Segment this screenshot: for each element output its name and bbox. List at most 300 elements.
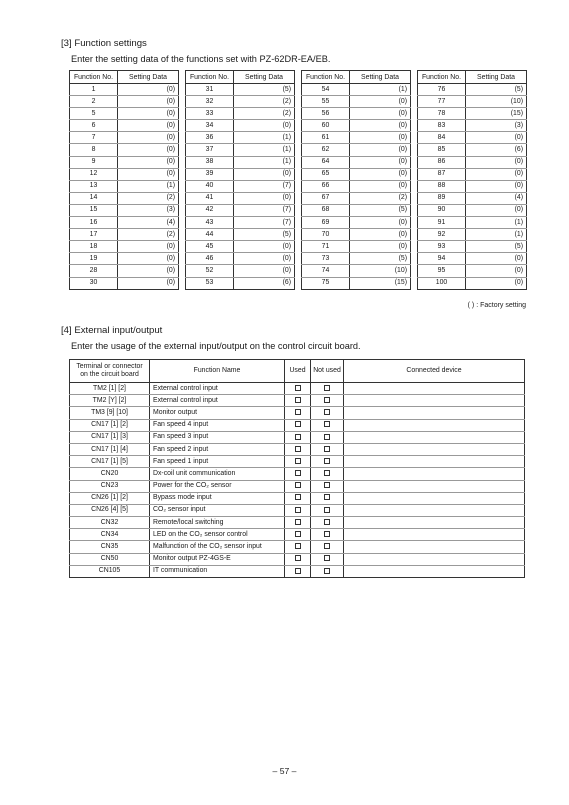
table-row — [70, 96, 179, 108]
table-row — [70, 492, 525, 504]
table-row — [186, 204, 295, 216]
not-used-checkbox[interactable] — [324, 446, 330, 452]
table-row — [302, 192, 411, 204]
setting-data[interactable]: (4) — [118, 217, 179, 229]
setting-data[interactable]: (5) — [234, 84, 295, 96]
setting-data[interactable]: (0) — [118, 144, 179, 156]
function-no: 12 — [70, 168, 118, 180]
function-name: External control input — [150, 395, 285, 407]
connected-device-field[interactable] — [344, 541, 525, 553]
function-no: 78 — [418, 108, 466, 120]
terminal-connector: CN50 — [70, 553, 150, 565]
setting-data[interactable]: (6) — [466, 144, 527, 156]
used-checkbox[interactable] — [295, 446, 301, 452]
table-row — [186, 229, 295, 241]
not-used-checkbox-cell — [311, 565, 344, 577]
function-no: 85 — [418, 144, 466, 156]
function-no: 40 — [186, 180, 234, 192]
not-used-checkbox-cell — [311, 504, 344, 516]
header-connected-device: Connected device — [344, 360, 525, 383]
table-row — [418, 180, 527, 192]
header-setting-data: Setting Data — [350, 71, 411, 84]
function-name: Fan speed 3 input — [150, 431, 285, 443]
connected-device-field[interactable] — [344, 443, 525, 455]
function-no: 95 — [418, 265, 466, 277]
function-no: 67 — [302, 192, 350, 204]
used-checkbox-cell — [285, 504, 311, 516]
function-no: 86 — [418, 156, 466, 168]
used-checkbox[interactable] — [295, 434, 301, 440]
function-no: 55 — [302, 96, 350, 108]
setting-data[interactable]: (0) — [118, 253, 179, 265]
setting-data[interactable]: (10) — [350, 265, 411, 277]
terminal-connector: TM2 [Y] [2] — [70, 395, 150, 407]
table-row — [70, 108, 179, 120]
not-used-checkbox[interactable] — [324, 507, 330, 513]
function-name: LED on the CO₂ sensor control — [150, 529, 285, 541]
table-row — [418, 108, 527, 120]
function-name: Remote/local switching — [150, 517, 285, 529]
setting-data[interactable]: (7) — [234, 217, 295, 229]
page-number: – 57 – — [272, 766, 297, 776]
setting-data[interactable]: (0) — [350, 229, 411, 241]
function-no: 83 — [418, 120, 466, 132]
table-row — [70, 443, 525, 455]
table-row — [70, 395, 525, 407]
used-checkbox-cell — [285, 443, 311, 455]
setting-data[interactable]: (0) — [350, 120, 411, 132]
connected-device-field[interactable] — [344, 468, 525, 480]
table-row — [418, 241, 527, 253]
setting-data[interactable]: (0) — [466, 180, 527, 192]
setting-data[interactable]: (0) — [466, 253, 527, 265]
function-name: Fan speed 1 input — [150, 456, 285, 468]
function-no: 18 — [70, 241, 118, 253]
used-checkbox[interactable] — [295, 470, 301, 476]
setting-data[interactable]: (0) — [466, 204, 527, 216]
used-checkbox[interactable] — [295, 421, 301, 427]
function-table-2 — [185, 70, 295, 290]
used-checkbox-cell — [285, 565, 311, 577]
used-checkbox[interactable] — [295, 543, 301, 549]
function-no: 41 — [186, 192, 234, 204]
setting-data[interactable]: (0) — [350, 241, 411, 253]
used-checkbox-cell — [285, 492, 311, 504]
setting-data[interactable]: (0) — [234, 265, 295, 277]
used-checkbox[interactable] — [295, 519, 301, 525]
table-row — [70, 120, 179, 132]
setting-data[interactable]: (0) — [350, 96, 411, 108]
table-row — [70, 517, 525, 529]
setting-data[interactable]: (2) — [118, 229, 179, 241]
table-row — [70, 229, 179, 241]
connected-device-field[interactable] — [344, 456, 525, 468]
function-no: 44 — [186, 229, 234, 241]
function-name: Dx-coil unit communication — [150, 468, 285, 480]
header-terminal — [70, 360, 150, 383]
terminal-connector: CN105 — [70, 565, 150, 577]
setting-data[interactable]: (0) — [118, 108, 179, 120]
connected-device-field[interactable] — [344, 431, 525, 443]
setting-data[interactable]: (15) — [350, 277, 411, 289]
header-function-no: Function No. — [186, 71, 234, 84]
used-checkbox-cell — [285, 431, 311, 443]
used-checkbox-cell — [285, 383, 311, 395]
function-no: 62 — [302, 144, 350, 156]
table-row — [70, 529, 525, 541]
terminal-connector: CN34 — [70, 529, 150, 541]
table-row — [70, 156, 179, 168]
function-name: CO₂ sensor input — [150, 504, 285, 516]
header-function-name: Function Name — [150, 360, 285, 383]
terminal-connector: CN17 [1] [3] — [70, 431, 150, 443]
connected-device-field[interactable] — [344, 529, 525, 541]
setting-data[interactable]: (0) — [234, 253, 295, 265]
not-used-checkbox-cell — [311, 431, 344, 443]
function-name: IT communication — [150, 565, 285, 577]
table-row — [302, 168, 411, 180]
setting-data[interactable]: (5) — [350, 204, 411, 216]
not-used-checkbox[interactable] — [324, 409, 330, 415]
terminal-connector: CN17 [1] [5] — [70, 456, 150, 468]
setting-data[interactable]: (3) — [466, 120, 527, 132]
table-row — [70, 241, 179, 253]
connected-device-field[interactable] — [344, 492, 525, 504]
setting-data[interactable]: (1) — [466, 217, 527, 229]
function-no: 68 — [302, 204, 350, 216]
used-checkbox[interactable] — [295, 397, 301, 403]
not-used-checkbox[interactable] — [324, 531, 330, 537]
function-no: 43 — [186, 217, 234, 229]
not-used-checkbox-cell — [311, 407, 344, 419]
section3-heading: [3] Function settings — [61, 38, 147, 49]
setting-data[interactable]: (10) — [466, 96, 527, 108]
not-used-checkbox[interactable] — [324, 519, 330, 525]
function-no: 75 — [302, 277, 350, 289]
function-name: Fan speed 4 input — [150, 419, 285, 431]
table-row — [186, 168, 295, 180]
setting-data[interactable]: (4) — [466, 192, 527, 204]
not-used-checkbox-cell — [311, 517, 344, 529]
function-name: Monitor output — [150, 407, 285, 419]
table-row — [302, 120, 411, 132]
table-row — [302, 156, 411, 168]
function-no: 64 — [302, 156, 350, 168]
setting-data[interactable]: (5) — [466, 241, 527, 253]
setting-data[interactable]: (2) — [234, 108, 295, 120]
setting-data[interactable]: (0) — [350, 156, 411, 168]
table-row — [186, 180, 295, 192]
used-checkbox[interactable] — [295, 531, 301, 537]
table-row — [70, 180, 179, 192]
connected-device-field[interactable] — [344, 565, 525, 577]
table-row — [302, 108, 411, 120]
table-row — [418, 277, 527, 289]
table-row — [70, 265, 179, 277]
table-row — [70, 277, 179, 289]
setting-data[interactable]: (0) — [118, 241, 179, 253]
function-no: 8 — [70, 144, 118, 156]
function-table-header — [186, 71, 295, 84]
used-checkbox-cell — [285, 480, 311, 492]
function-no: 2 — [70, 96, 118, 108]
function-no: 87 — [418, 168, 466, 180]
setting-data[interactable]: (15) — [466, 108, 527, 120]
terminal-connector: CN23 — [70, 480, 150, 492]
table-row — [186, 144, 295, 156]
function-no: 38 — [186, 156, 234, 168]
connected-device-field[interactable] — [344, 517, 525, 529]
table-row — [70, 468, 525, 480]
function-no: 46 — [186, 253, 234, 265]
header-function-no: Function No. — [302, 71, 350, 84]
setting-data[interactable]: (0) — [466, 277, 527, 289]
used-checkbox-cell — [285, 456, 311, 468]
used-checkbox[interactable] — [295, 494, 301, 500]
table-row — [70, 565, 525, 577]
not-used-checkbox[interactable] — [324, 568, 330, 574]
external-io-header — [70, 360, 525, 383]
function-no: 15 — [70, 204, 118, 216]
setting-data[interactable]: (0) — [466, 265, 527, 277]
function-no: 33 — [186, 108, 234, 120]
setting-data[interactable]: (0) — [118, 168, 179, 180]
table-row — [70, 168, 179, 180]
used-checkbox[interactable] — [295, 385, 301, 391]
table-row — [70, 407, 525, 419]
setting-data[interactable]: (0) — [466, 156, 527, 168]
section3-instruction: Enter the setting data of the functions set with PZ-62DR-EA/EB. — [71, 54, 331, 64]
setting-data[interactable]: (0) — [350, 108, 411, 120]
used-checkbox-cell — [285, 395, 311, 407]
function-table-header — [70, 71, 179, 84]
function-no: 30 — [70, 277, 118, 289]
setting-data[interactable]: (7) — [234, 180, 295, 192]
connected-device-field[interactable] — [344, 553, 525, 565]
header-not-used: Not used — [311, 360, 344, 383]
not-used-checkbox[interactable] — [324, 543, 330, 549]
setting-data[interactable]: (5) — [466, 84, 527, 96]
setting-data[interactable]: (1) — [234, 156, 295, 168]
table-row — [70, 217, 179, 229]
setting-data[interactable]: (0) — [118, 84, 179, 96]
header-terminal-line1: Terminal or connector — [76, 363, 143, 370]
setting-data[interactable]: (0) — [118, 265, 179, 277]
setting-data[interactable]: (0) — [118, 156, 179, 168]
setting-data[interactable]: (3) — [118, 204, 179, 216]
setting-data[interactable]: (1) — [350, 84, 411, 96]
not-used-checkbox[interactable] — [324, 494, 330, 500]
setting-data[interactable]: (0) — [350, 132, 411, 144]
terminal-connector: TM2 [1] [2] — [70, 383, 150, 395]
factory-setting-note: ( ) : Factory setting — [467, 302, 526, 309]
header-setting-data: Setting Data — [466, 71, 527, 84]
not-used-checkbox-cell — [311, 456, 344, 468]
used-checkbox-cell — [285, 541, 311, 553]
not-used-checkbox-cell — [311, 480, 344, 492]
setting-data[interactable]: (6) — [234, 277, 295, 289]
function-no: 17 — [70, 229, 118, 241]
terminal-connector: CN26 [4] [5] — [70, 504, 150, 516]
connected-device-field[interactable] — [344, 407, 525, 419]
terminal-connector: CN32 — [70, 517, 150, 529]
not-used-checkbox-cell — [311, 383, 344, 395]
function-name: Bypass mode input — [150, 492, 285, 504]
used-checkbox[interactable] — [295, 568, 301, 574]
table-row — [70, 132, 179, 144]
connected-device-field[interactable] — [344, 383, 525, 395]
function-name: External control input — [150, 383, 285, 395]
table-row — [302, 253, 411, 265]
function-name: Power for the CO₂ sensor — [150, 480, 285, 492]
table-row — [70, 456, 525, 468]
setting-data[interactable]: (0) — [118, 96, 179, 108]
function-no: 84 — [418, 132, 466, 144]
setting-data[interactable]: (0) — [350, 168, 411, 180]
setting-data[interactable]: (0) — [350, 144, 411, 156]
function-no: 90 — [418, 204, 466, 216]
table-row — [302, 277, 411, 289]
table-row — [186, 241, 295, 253]
terminal-connector: CN17 [1] [4] — [70, 443, 150, 455]
not-used-checkbox-cell — [311, 541, 344, 553]
function-no: 37 — [186, 144, 234, 156]
table-row — [418, 192, 527, 204]
setting-data[interactable]: (0) — [234, 120, 295, 132]
setting-data[interactable]: (0) — [234, 168, 295, 180]
used-checkbox[interactable] — [295, 458, 301, 464]
function-no: 77 — [418, 96, 466, 108]
setting-data[interactable]: (0) — [466, 168, 527, 180]
not-used-checkbox[interactable] — [324, 482, 330, 488]
not-used-checkbox[interactable] — [324, 421, 330, 427]
setting-data[interactable]: (2) — [234, 96, 295, 108]
function-no: 7 — [70, 132, 118, 144]
function-no: 54 — [302, 84, 350, 96]
setting-data[interactable]: (7) — [234, 204, 295, 216]
not-used-checkbox[interactable] — [324, 397, 330, 403]
function-no: 91 — [418, 217, 466, 229]
used-checkbox-cell — [285, 517, 311, 529]
setting-data[interactable]: (5) — [234, 229, 295, 241]
table-row — [186, 156, 295, 168]
function-table-header — [418, 71, 527, 84]
function-no: 1 — [70, 84, 118, 96]
table-row — [186, 120, 295, 132]
function-no: 19 — [70, 253, 118, 265]
connected-device-field[interactable] — [344, 395, 525, 407]
terminal-connector: CN17 [1] [2] — [70, 419, 150, 431]
setting-data[interactable]: (0) — [118, 132, 179, 144]
not-used-checkbox-cell — [311, 395, 344, 407]
setting-data[interactable]: (0) — [350, 217, 411, 229]
setting-data[interactable]: (0) — [118, 277, 179, 289]
setting-data[interactable]: (0) — [234, 241, 295, 253]
setting-data[interactable]: (1) — [466, 229, 527, 241]
external-io-table — [69, 359, 525, 578]
setting-data[interactable]: (2) — [118, 192, 179, 204]
function-no: 53 — [186, 277, 234, 289]
not-used-checkbox-cell — [311, 468, 344, 480]
function-no: 76 — [418, 84, 466, 96]
function-no: 61 — [302, 132, 350, 144]
table-row — [186, 192, 295, 204]
connected-device-field[interactable] — [344, 480, 525, 492]
function-no: 16 — [70, 217, 118, 229]
terminal-connector: CN26 [1] [2] — [70, 492, 150, 504]
section4-instruction: Enter the usage of the external input/output on the control circuit board. — [71, 341, 361, 351]
function-no: 71 — [302, 241, 350, 253]
header-setting-data: Setting Data — [234, 71, 295, 84]
table-row — [418, 156, 527, 168]
terminal-connector: CN20 — [70, 468, 150, 480]
table-row — [70, 144, 179, 156]
used-checkbox[interactable] — [295, 482, 301, 488]
setting-data[interactable]: (2) — [350, 192, 411, 204]
table-row — [186, 96, 295, 108]
table-row — [418, 132, 527, 144]
function-no: 70 — [302, 229, 350, 241]
function-table-4 — [417, 70, 527, 290]
setting-data[interactable]: (5) — [350, 253, 411, 265]
used-checkbox[interactable] — [295, 555, 301, 561]
function-no: 36 — [186, 132, 234, 144]
function-no: 60 — [302, 120, 350, 132]
function-no: 73 — [302, 253, 350, 265]
table-row — [418, 204, 527, 216]
function-no: 93 — [418, 241, 466, 253]
function-no: 56 — [302, 108, 350, 120]
table-row — [418, 168, 527, 180]
table-row — [186, 84, 295, 96]
used-checkbox[interactable] — [295, 409, 301, 415]
table-row — [302, 217, 411, 229]
function-name: Malfunction of the CO₂ sensor input — [150, 541, 285, 553]
function-no: 39 — [186, 168, 234, 180]
not-used-checkbox[interactable] — [324, 470, 330, 476]
function-table-1 — [69, 70, 179, 290]
setting-data[interactable]: (1) — [118, 180, 179, 192]
function-table-header — [302, 71, 411, 84]
setting-data[interactable]: (1) — [234, 132, 295, 144]
function-table-3 — [301, 70, 411, 290]
not-used-checkbox[interactable] — [324, 555, 330, 561]
table-row — [418, 96, 527, 108]
used-checkbox[interactable] — [295, 507, 301, 513]
connected-device-field[interactable] — [344, 504, 525, 516]
setting-data[interactable]: (0) — [234, 192, 295, 204]
table-row — [186, 108, 295, 120]
table-row — [186, 217, 295, 229]
not-used-checkbox[interactable] — [324, 385, 330, 391]
not-used-checkbox[interactable] — [324, 458, 330, 464]
table-row — [418, 253, 527, 265]
setting-data[interactable]: (0) — [350, 180, 411, 192]
setting-data[interactable]: (0) — [118, 120, 179, 132]
header-setting-data: Setting Data — [118, 71, 179, 84]
table-row — [70, 383, 525, 395]
function-no: 31 — [186, 84, 234, 96]
function-no: 74 — [302, 265, 350, 277]
connected-device-field[interactable] — [344, 419, 525, 431]
used-checkbox-cell — [285, 529, 311, 541]
table-row — [302, 180, 411, 192]
terminal-connector: CN35 — [70, 541, 150, 553]
setting-data[interactable]: (0) — [466, 132, 527, 144]
setting-data[interactable]: (1) — [234, 144, 295, 156]
table-row — [302, 204, 411, 216]
not-used-checkbox[interactable] — [324, 434, 330, 440]
